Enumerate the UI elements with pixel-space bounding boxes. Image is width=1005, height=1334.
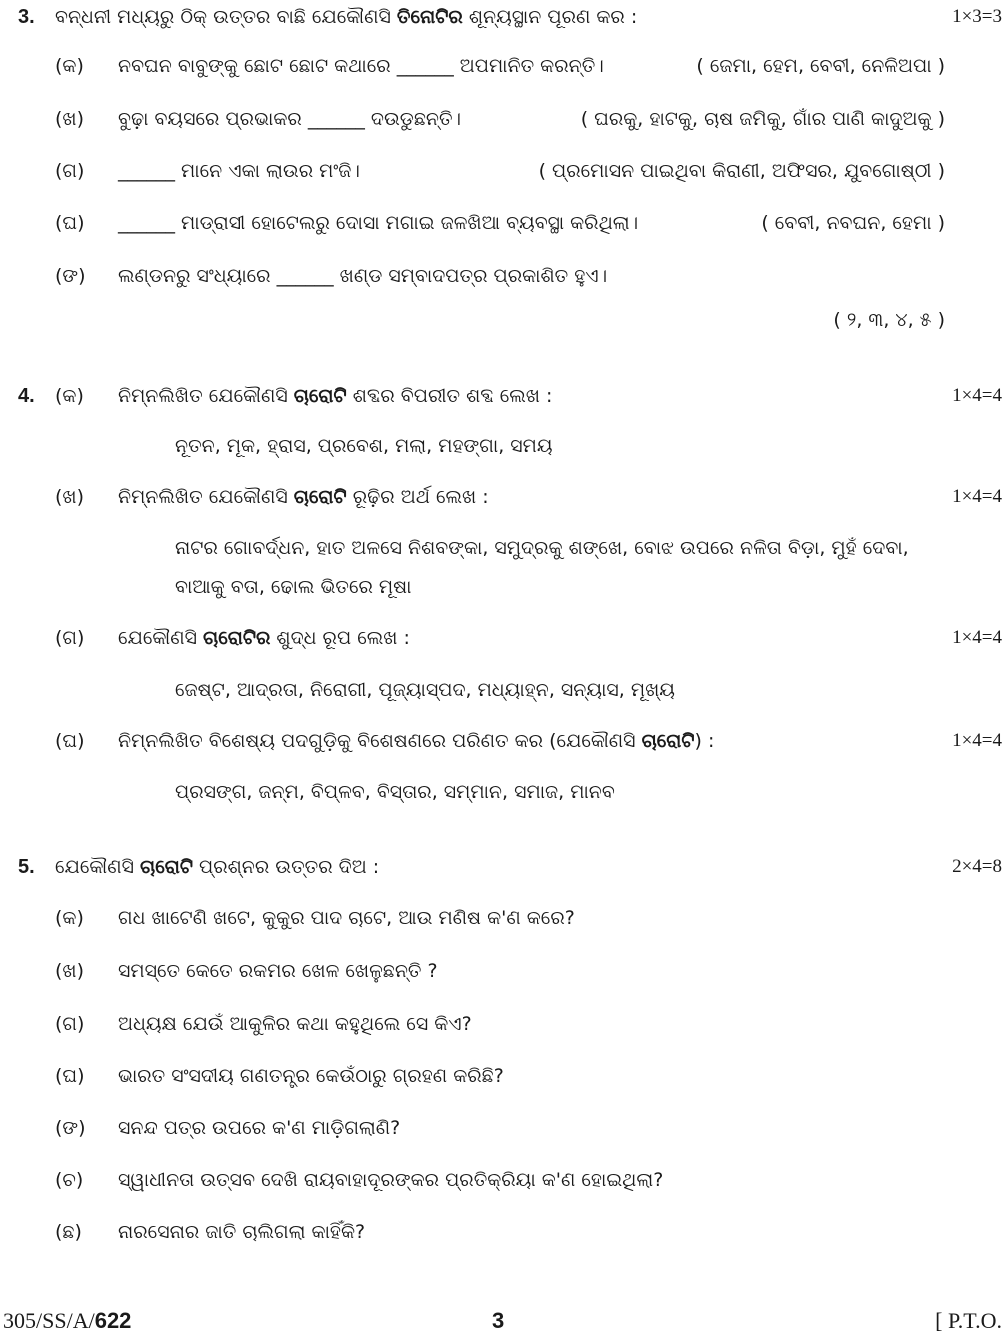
q4d-pre: ନିମ୍ନଲିଖିତ ବିଶେଷ୍ୟ ପଦଗୁଡ଼ିକୁ ବିଶେଷଣରେ ପରିଣତ କର (ଯେକୌଣସି — [118, 730, 642, 752]
q4a-label: (କ) — [55, 385, 84, 407]
q5-item-label: (କ) — [55, 907, 84, 929]
q3-item-label: (ଖ) — [55, 108, 85, 130]
q4b-post: ରୂଢ଼ିର ଅର୍ଥ ଲେଖ : — [346, 486, 489, 508]
q5-item-label: (ଚ) — [55, 1169, 84, 1191]
q4d-marks: 1×4=4 — [952, 730, 1002, 751]
q5-item-text: ଅଧ୍ୟକ୍ଷ ଯେଉଁ ଆକୁଳିର କଥା କହୁଥିଲେ ସେ କିଏ? — [118, 1013, 472, 1035]
q4c-pre: ଯେକୌଣସି — [118, 627, 204, 649]
q5-marks: 2×4=8 — [952, 856, 1002, 877]
paper-code-number: 622 — [94, 1308, 132, 1333]
q5-post: ପ୍ରଶ୍ନର ଉତ୍ତର ଦିଅ : — [192, 856, 380, 878]
q5-item-text: ଗଧ ଖାଟେଣି ଖଟେ, କୁକୁର ପାଦ ଚାଟେ, ଆଉ ମଣିଷ କ'ଣ କରେ? — [118, 907, 575, 929]
q4a-bold: ଚାରୋଟି — [293, 385, 347, 407]
q4c-words: ଜେଷ୍ଟ, ଆଦ୍ରତା, ନିରୋଗୀ, ପୂଜ୍ୟାସ୍ପଦ, ମଧ୍ୟାହ୍ନ, ସନ୍ୟାସ, ମୂଖ୍ୟ — [175, 679, 675, 701]
q4d-label: (ଘ) — [55, 730, 85, 752]
q4d-post: ) : — [694, 730, 715, 752]
q4a-words: ନୂତନ, ମୂକ, ହ୍ରାସ, ପ୍ରବେଶ, ମଲା, ମହଙ୍ଗା, ସମୟ — [175, 435, 553, 457]
pto-label: [ P.T.O. — [935, 1308, 1002, 1333]
q3-item-text: ନବଘନ ବାବୁଙ୍କୁ ଛୋଟ ଛୋଟ କଥାରେ ______ ଅପମାନିତ କରନ୍ତି। — [118, 55, 604, 77]
q5-item-text: ଭାରତ ସଂସଦୀୟ ଗଣତନ୍ତ୍ର କେଉଁଠାରୁ ଗ୍ରହଣ କରିଛି? — [118, 1065, 504, 1087]
q5-bold: ଚାରୋଟି — [140, 856, 193, 878]
q3-item-label: (ଙ) — [55, 265, 86, 287]
q4b-instruction — [118, 485, 489, 509]
q3-instruction — [55, 5, 637, 29]
q3-item-text: ______ ମାଡ୍ରାସୀ ହୋଟେଲରୁ ଦୋସା ମଗାଇ ଜଳଖିଆ ବ୍ୟବସ୍ଥା କରିଥିଲା। — [118, 212, 639, 234]
q4d-instruction — [118, 729, 714, 753]
q3-item-label: (କ) — [55, 55, 84, 77]
q4a-marks: 1×4=4 — [952, 385, 1002, 406]
q5-pre: ଯେକୌଣସି — [55, 856, 141, 878]
q4a-post: ଶବ୍ଦର ବିପରୀତ ଶବ୍ଦ ଲେଖ : — [346, 385, 553, 407]
q3-item-options: ( ଜେମା, ହେମ, ବେବୀ, ନେଳିଅପା ) — [696, 55, 945, 77]
q3-item-options: ( ଘରକୁ, ହାଟକୁ, ଚାଷ ଜମିକୁ, ଗାଁର ପାଣି କାଦୁଅକୁ ) — [580, 108, 945, 130]
q4b-words-line2: ବାଆକୁ ବତା, ଢୋଲ ଭିତରେ ମୂଷା — [175, 576, 412, 598]
q4c-marks: 1×4=4 — [952, 627, 1002, 648]
q4d-words: ପ୍ରସଙ୍ଗ, ଜନ୍ମ, ବିପ୍ଳବ, ବିସ୍ତାର, ସମ୍ମାନ, ସମାଜ, ମାନବ — [175, 781, 615, 803]
q5-item-label: (ଛ) — [55, 1221, 82, 1243]
q4b-label: (ଖ) — [55, 486, 85, 508]
paper-code — [3, 1308, 131, 1334]
q5-item-text: ସମସ୍ତେ କେତେ ରକମର ଖେଳ ଖେଳୁଛନ୍ତି ? — [118, 960, 438, 982]
q4a-instruction — [118, 384, 552, 408]
q4c-instruction — [118, 626, 410, 650]
q5-number: 5. — [18, 856, 35, 878]
q4c-post: ଶୁଦ୍ଧ ରୂପ ଲେଖ : — [270, 627, 410, 649]
q4b-marks: 1×4=4 — [952, 486, 1002, 507]
q4b-words-line1: ନାଟର ଗୋବର୍ଦ୍ଧନ, ହାତ ଅଳସେ ନିଶବଙ୍କା, ସମୁଦ୍ରକୁ ଶଙ୍ଖେ, ବୋଝ ଉପରେ ନଳିତା ବିଡ଼ା, ମୁହଁ ଦେବା, — [175, 537, 909, 559]
q4a-pre: ନିମ୍ନଲିଖିତ ଯେକୌଣସି — [118, 385, 294, 407]
q3-item-text: ବୁଢ଼ା ବୟସରେ ପ୍ରଭାକର ______ ଦଉଡୁଛନ୍ତି। — [118, 108, 462, 130]
page-number: 3 — [492, 1308, 505, 1333]
q3-last-options: ( ୨, ୩, ୪, ୫ ) — [833, 309, 945, 331]
q3-number: 3. — [18, 6, 35, 28]
q5-item-text: ସ୍ୱାଧୀନତା ଉତ୍ସବ ଦେଖି ରାୟବାହାଦୂରଙ୍କର ପ୍ରତିକ୍ରିୟା କ'ଣ ହୋଇଥିଲା? — [118, 1169, 664, 1191]
q4c-bold: ଚାରୋଟିର — [203, 627, 271, 649]
q3-bold: ତିନୋଟିର — [396, 6, 463, 28]
q3-item-options: ( ପ୍ରମୋସନ ପାଇଥିବା କିରାଣୀ, ଅଫିସର, ଯୁବଗୋଷ୍ଠୀ ) — [538, 160, 945, 182]
q3-item-text: ______ ମାନେ ଏକା ଲାଉର ମଂଜି। — [118, 160, 360, 182]
q5-item-label: (ଙ) — [55, 1117, 86, 1139]
q5-item-label: (ଖ) — [55, 960, 85, 982]
q3-marks: 1×3=3 — [952, 6, 1002, 27]
q4b-bold: ଚାରୋଟି — [293, 486, 347, 508]
q5-instruction — [55, 855, 379, 879]
q4c-label: (ଗ) — [55, 627, 85, 649]
paper-code-prefix: 305/SS/A/ — [3, 1308, 95, 1333]
q3-post: ଶୂନ୍ୟସ୍ଥାନ ପୂରଣ କର : — [462, 6, 638, 28]
q4d-bold: ଚାରୋଟି — [641, 730, 695, 752]
q4b-pre: ନିମ୍ନଲିଖିତ ଯେକୌଣସି — [118, 486, 294, 508]
q4-number: 4. — [18, 385, 35, 407]
q3-item-label: (ଗ) — [55, 160, 85, 182]
q5-item-label: (ଘ) — [55, 1065, 85, 1087]
q5-item-label: (ଗ) — [55, 1013, 85, 1035]
q3-pre: ବନ୍ଧନୀ ମଧ୍ୟରୁ ଠିକ୍ ଉତ୍ତର ବାଛି ଯେକୌଣସି — [55, 6, 397, 28]
q3-item-text: ଲଣ୍ଡନରୁ ସଂଧ୍ୟାରେ ______ ଖଣ୍ଡ ସମ୍ବାଦପତ୍ର ପ୍ରକାଶିତ ହୁଏ। — [118, 265, 608, 287]
q5-item-text: ସନନ୍ଦ ପତ୍ର ଉପରେ କ'ଣ ମାଡ଼ିଗଲାଣି? — [118, 1117, 401, 1139]
q3-item-options: ( ବେବୀ, ନବଘନ, ହେମା ) — [761, 212, 945, 234]
q3-item-label: (ଘ) — [55, 212, 85, 234]
q5-item-text: ନାରସେନାର ଜାତି ଚାଲିଗଲା କାହିଁକି? — [118, 1221, 366, 1243]
